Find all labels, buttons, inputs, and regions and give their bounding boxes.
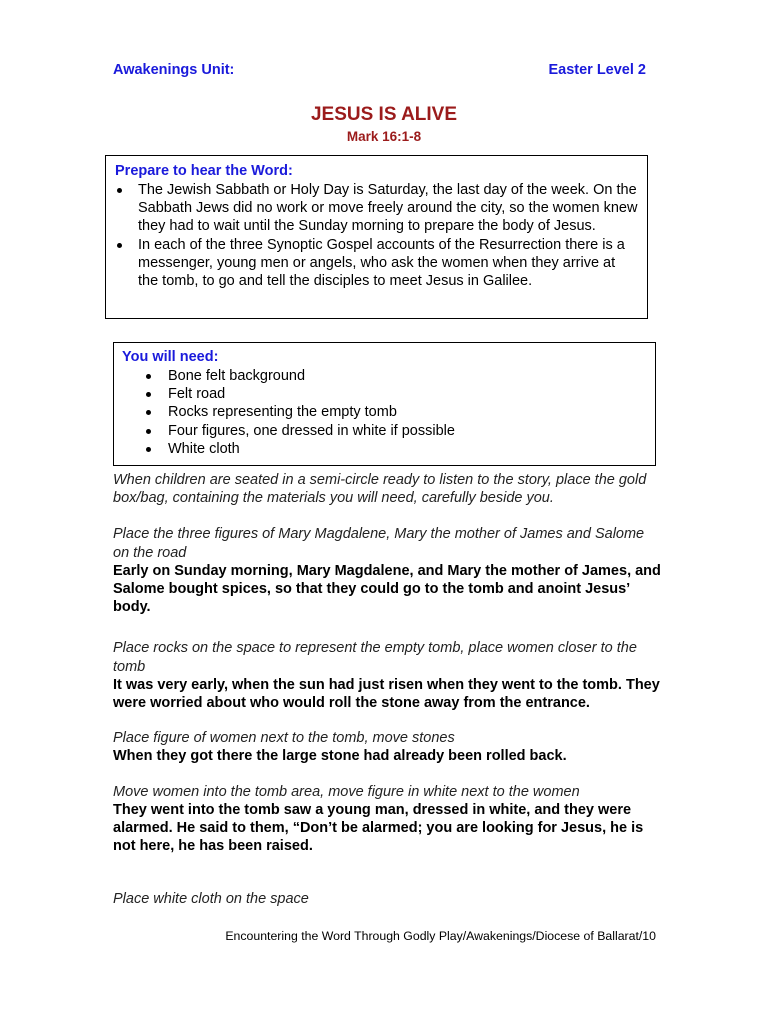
story-instruction: Place white cloth on the space: [113, 891, 309, 908]
story-instruction: When children are seated in a semi-circle ready to listen to the story, place the gold box/bag, containing the materials you will need, carefully beside you.: [113, 472, 647, 507]
bullet-icon: [146, 374, 151, 379]
list-item-text: Bone felt background: [168, 368, 306, 384]
bullet-icon: [117, 188, 122, 193]
bullet-icon: [146, 392, 151, 397]
story-instruction: Move women into the tomb area, move figure in white next to the women: [113, 783, 580, 800]
bullet-icon: [146, 447, 151, 452]
list-item: [122, 385, 647, 403]
list-item: [122, 403, 647, 421]
story-narration: Early on Sunday morning, Mary Magdalene, and Mary the mother of James, and Salome bought spices, so that they could go to the tomb and anoint Jesus’ body.: [113, 562, 661, 616]
scripture-reference: Mark 16:1-8: [346, 129, 422, 144]
list-item-text: White cloth: [168, 440, 240, 457]
story-instruction: Place figure of women next to the tomb, move stones: [113, 730, 455, 747]
story-narration: It was very early, when the sun had just risen when they went to the tomb. They were worried about who would roll the stone away from the entrance.: [113, 676, 660, 712]
materials-box: [113, 342, 656, 466]
list-item: [122, 367, 647, 385]
list-item: [115, 181, 639, 236]
prepare-box: [105, 155, 648, 319]
season-level-label: Easter Level 2: [548, 62, 646, 78]
story-narration: They went into the tomb saw a young man, dressed in white, and they were alarmed. He said to them, “Don’t be alarmed; you are looking for Jesus, he is not here, he has been raised.: [113, 801, 644, 855]
list-item-text: Felt road: [168, 386, 226, 403]
unit-label: Awakenings Unit:: [113, 62, 235, 78]
list-item: [115, 236, 639, 291]
prepare-list: [115, 181, 639, 290]
bullet-icon: [117, 243, 122, 248]
materials-list: [122, 367, 647, 458]
bullet-icon: [146, 410, 151, 415]
story-instruction: Place the three figures of Mary Magdalene, Mary the mother of James and Salome on the road: [113, 526, 645, 561]
prepare-heading: Prepare to hear the Word:: [115, 163, 293, 179]
bullet-icon: [146, 429, 151, 434]
story-instruction: Place rocks on the space to represent the empty tomb, place women closer to the tomb: [113, 640, 637, 675]
page-footer: Encountering the Word Through Godly Play/Awakenings/Diocese of Ballarat/10: [225, 929, 656, 943]
list-item: [122, 422, 647, 440]
list-item-text: Four figures, one dressed in white if possible: [168, 422, 455, 439]
story-narration: When they got there the large stone had already been rolled back.: [113, 748, 567, 765]
page-title: JESUS IS ALIVE: [310, 104, 458, 125]
materials-heading: You will need:: [122, 349, 219, 365]
story-body: [113, 471, 661, 909]
list-item: [122, 440, 647, 458]
list-item-text: In each of the three Synoptic Gospel accounts of the Resurrection there is a messenger, young men or angels, who ask the women when they arrive at the tomb, to go and tell the disciples to meet Jesus in Galilee.: [138, 236, 625, 290]
list-item-text: The Jewish Sabbath or Holy Day is Saturday, the last day of the week. On the Sabbath Jews did no work or move freely around the city, so the women knew they had to wait until the Sunday morning to prepare the body of Jesus.: [138, 182, 638, 235]
list-item-text: Rocks representing the empty tomb: [168, 404, 397, 421]
